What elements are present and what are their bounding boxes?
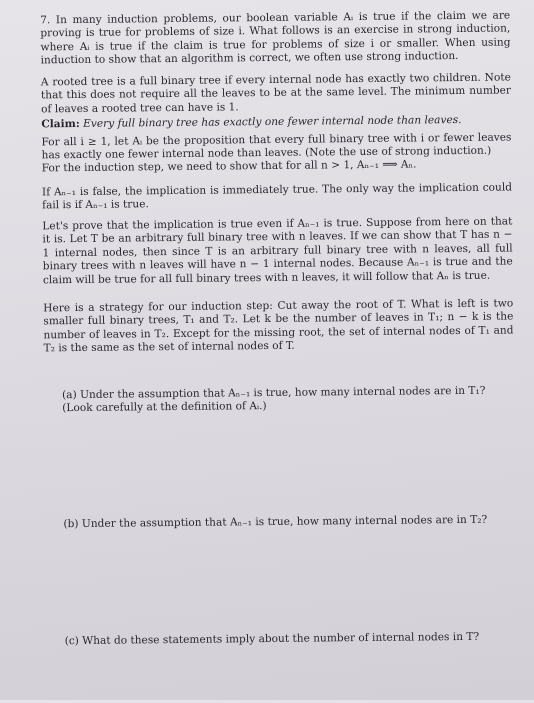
claim-text: Every full binary tree has exactly one fewer internal node than leaves. (83, 113, 462, 130)
induction-step-goal: For the induction step, we need to show that for all n > 1, Aₙ₋₁ ⟹ Aₙ. (41, 158, 417, 175)
implication-note: If Aₙ₋₁ is false, the implication is immediately true. The only way the implication could fail is if Aₙ₋₁ is true. (41, 181, 513, 212)
claim-label: Claim: (41, 117, 80, 131)
question-b: (b) Under the assumption that Aₙ₋₁ is true, how many internal nodes are in T₂? (63, 513, 488, 531)
claim (41, 113, 511, 131)
problem-intro: 7. In many induction problems, our boolean variable Aᵢ is true if the claim we are proving is true for problems of size i. What follows is an exercise in strong induction, where Aᵢ is true if the claim is true for problems of size i or smaller. When using induction to show that an algorithm is correct, we often use strong induction. (40, 9, 511, 67)
question-a: (a) Under the assumption that Aₙ₋₁ is true, how many internal nodes are in T₁? (Look carefully at the definition of Aᵢ.) (62, 384, 486, 415)
proof-setup: Let's prove that the implication is true even if Aₙ₋₁ is true. Suppose from here on that it is. Let T be an arbitrary full binary tree with n leaves. If we can show that T has n − 1 internal nodes, then since T is an arbitrary full binary tree with n leaves, all full binary trees with n leaves will have n − 1 internal nodes. Because Aₙ₋₁ is true and the claim will be true for all full binary trees with n leaves, it will follow that Aₙ is true. (42, 215, 513, 286)
induction-strategy: Here is a strategy for our induction step: Cut away the root of T. What is left is two smaller full binary trees, T₁ and T₂. Let k be the number of leaves in T₁; n − k is the number of leaves in T₂. Except for the missing root, the set of internal nodes of T₁ and T₂ is the same as the set of internal nodes of T. (43, 297, 514, 355)
full-binary-tree-definition: A rooted tree is a full binary tree if every internal node has exactly two children. Note that this does not require all the leaves to be at the same level. The minimum number of leaves a rooted tree can have is 1. (40, 71, 512, 116)
proposition-definition: For all i ≥ 1, let Aᵢ be the proposition that every full binary tree with i or fewer leaves has exactly one fewer internal node than leaves. (Note the use of strong induction.) (41, 131, 512, 162)
question-c: (c) What do these statements imply about the number of internal nodes in T? (64, 630, 480, 648)
